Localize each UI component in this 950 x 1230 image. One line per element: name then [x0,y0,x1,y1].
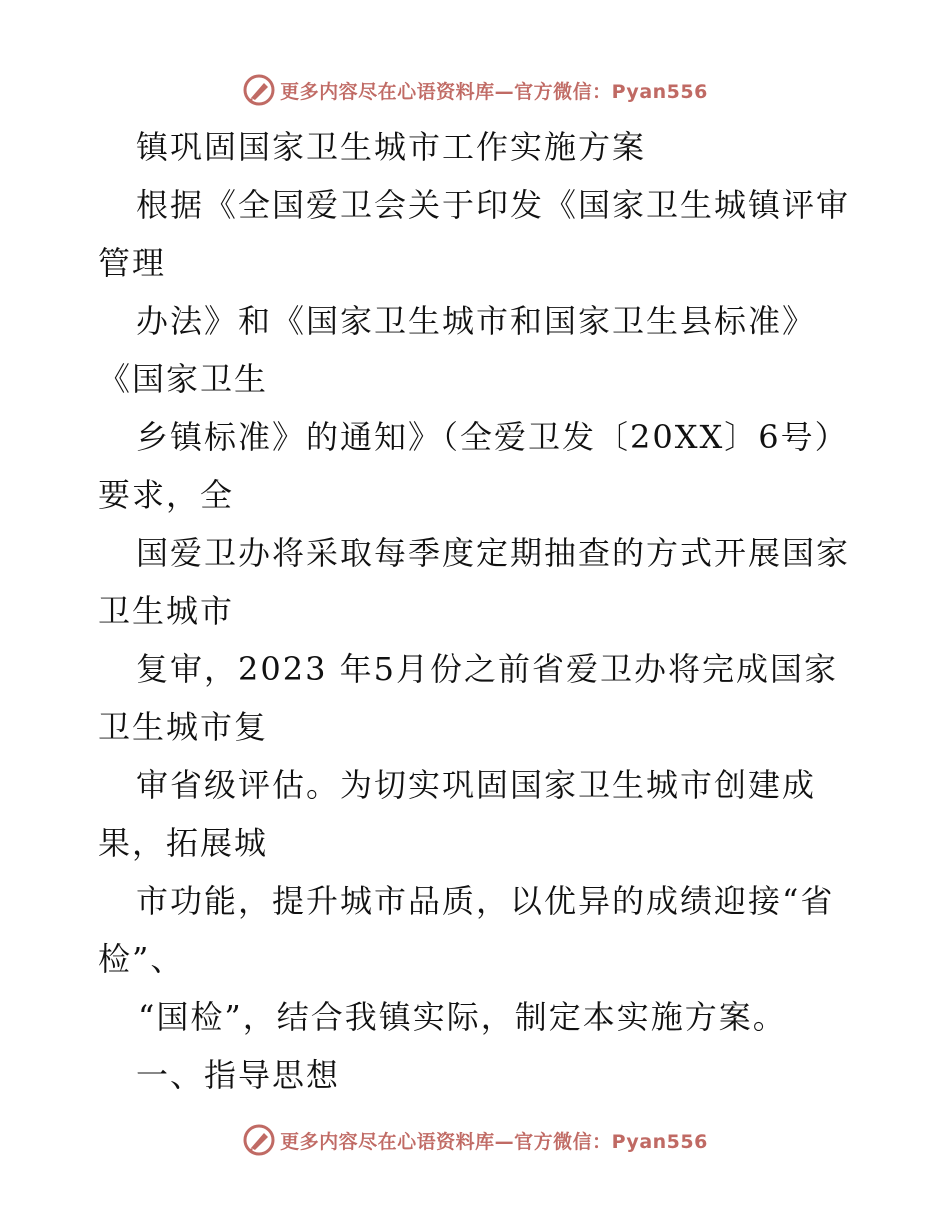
watermark-text: 更多内容尽在心语资料库—官方微信：Pyan556 [280,1130,708,1153]
paragraph-line: 审省级评估。为切实巩固国家卫生城市创建成 [136,766,817,804]
watermark-text: 更多内容尽在心语资料库—官方微信：Pyan556 [280,80,708,103]
paragraph-line: 卫生城市 [98,592,235,630]
pen-logo-icon [242,1123,276,1157]
paragraph-line: 国爱卫办将采取每季度定期抽查的方式开展国家 [136,534,851,572]
footer-watermark [0,1120,950,1160]
section-heading: 一、指导思想 [136,1056,341,1094]
paragraph-line: 《国家卫生 [98,360,269,398]
doc-title: 镇巩固国家卫生城市工作实施方案 [136,128,647,166]
paragraph-line: 乡镇标准》的通知》（全爱卫发〔20XX〕6号） [136,418,849,456]
paragraph-line: 根据《全国爱卫会关于印发《国家卫生城镇评审 [136,186,851,224]
paragraph-line: 果，拓展城 [98,824,269,862]
paragraph-line: “国检”，结合我镇实际，制定本实施方案。 [138,998,787,1036]
paragraph-line: 管理 [98,244,167,282]
pen-logo-icon [242,73,276,107]
paragraph-line: 卫生城市复 [98,708,269,746]
paragraph-line: 复审，2023 年5月份之前省爱卫办将完成国家 [136,650,838,688]
paragraph-line: 市功能，提升城市品质，以优异的成绩迎接“省 [136,882,835,920]
paragraph-line: 办法》和《国家卫生城市和国家卫生县标准》 [136,302,817,340]
header-watermark [0,70,950,110]
paragraph-line: 检”、 [98,940,185,978]
document-body [98,118,858,1104]
paragraph-line: 要求，全 [98,476,235,514]
